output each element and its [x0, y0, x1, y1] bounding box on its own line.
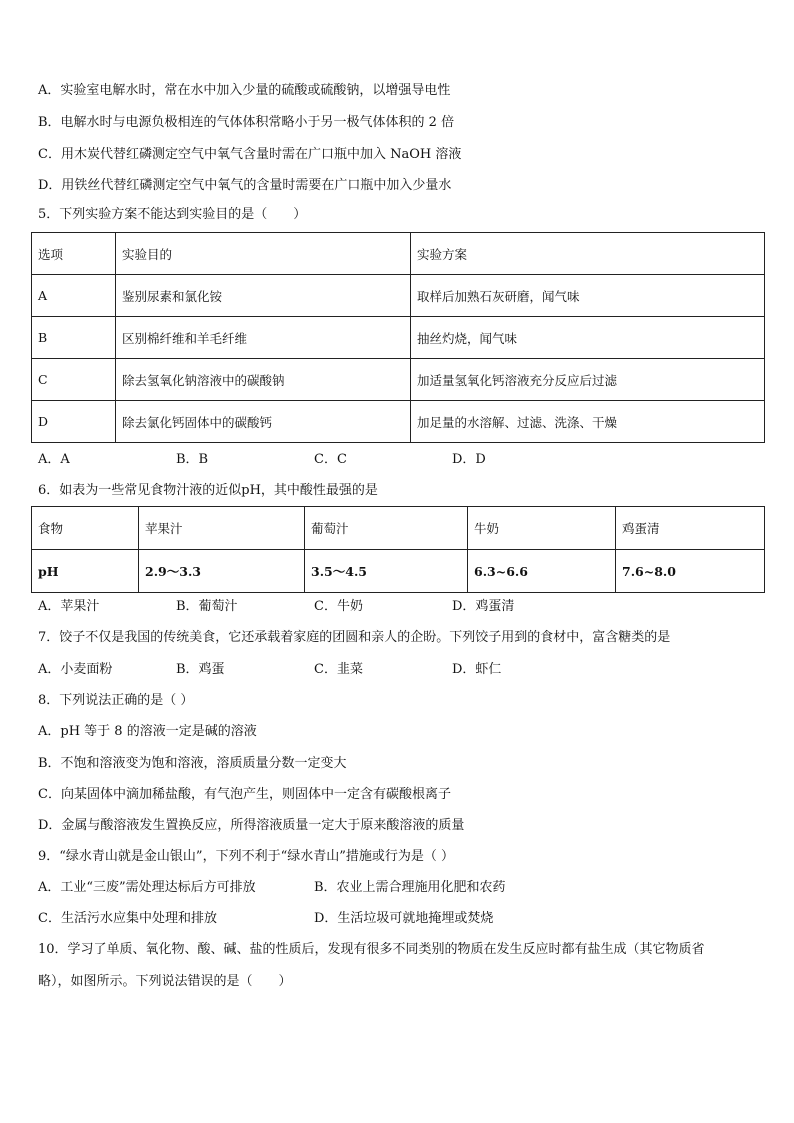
table-header-cell: 苹果汁 — [139, 507, 305, 550]
q5-option-a: A．A — [38, 452, 70, 467]
table-cell: 鉴别尿素和氯化铵 — [116, 275, 411, 317]
table-header-cell: 葡萄汁 — [305, 507, 468, 550]
q5-option-d: D．D — [452, 452, 486, 467]
table-cell: 2.9～3.3 — [139, 550, 305, 593]
q5-stem: 5．下列实验方案不能达到实验目的是（ ） — [38, 207, 307, 222]
q6-option-a: A．苹果汁 — [38, 599, 100, 614]
table-header-row — [32, 507, 765, 550]
q6-stem: 6．如表为一些常见食物汁液的近似pH，其中酸性最强的是 — [38, 483, 378, 498]
q10-stem-line1: 10．学习了单质、氧化物、酸、碱、盐的性质后，发现有很多不同类别的物质在发生反应时都有盐生成（其它物质省 — [38, 942, 705, 957]
q8-option-c: C．向某固体中滴加稀盐酸，有气泡产生，则固体中一定含有碳酸根离子 — [38, 787, 451, 802]
q10-stem-line2: 略），如图所示。下列说法错误的是（ ） — [38, 974, 292, 989]
table-row — [32, 550, 765, 593]
q7-option-c: C．韭菜 — [314, 662, 363, 677]
table-header-cell: 实验方案 — [411, 233, 765, 275]
q9-option-c: C．生活污水应集中处理和排放 — [38, 911, 217, 926]
table-cell: 除去氢氧化钠溶液中的碳酸钠 — [116, 359, 411, 401]
table-row — [32, 275, 765, 317]
table-header-cell: 选项 — [32, 233, 116, 275]
table-cell: 加足量的水溶解、过滤、洗涤、干燥 — [411, 401, 765, 443]
q4-option-d: D．用铁丝代替红磷测定空气中氧气的含量时需要在广口瓶中加入少量水 — [38, 178, 452, 193]
table-header-cell: 牛奶 — [468, 507, 616, 550]
q8-stem: 8．下列说法正确的是（ ） — [38, 693, 194, 708]
table-cell: C — [32, 359, 116, 401]
table-cell: B — [32, 317, 116, 359]
q9-option-b: B．农业上需合理施用化肥和农药 — [314, 880, 506, 895]
table-cell: 抽丝灼烧，闻气味 — [411, 317, 765, 359]
table-header-row — [32, 233, 765, 275]
table-cell: 除去氯化钙固体中的碳酸钙 — [116, 401, 411, 443]
q6-table — [31, 506, 765, 593]
q6-option-d: D．鸡蛋清 — [452, 599, 515, 614]
table-row — [32, 401, 765, 443]
q8-option-b: B．不饱和溶液变为饱和溶液，溶质质量分数一定变大 — [38, 756, 347, 771]
table-cell: 6.3~6.6 — [468, 550, 616, 593]
q5-option-c: C．C — [314, 452, 347, 467]
table-cell: 加适量氢氧化钙溶液充分反应后过滤 — [411, 359, 765, 401]
q9-stem: 9．“绿水青山就是金山银山”，下列不利于“绿水青山”措施或行为是（ ） — [38, 849, 454, 864]
table-cell: pH — [32, 550, 139, 593]
table-row — [32, 359, 765, 401]
q4-option-b: B．电解水时与电源负极相连的气体体积常略小于另一极气体体积的 2 倍 — [38, 115, 455, 130]
q6-option-b: B．葡萄汁 — [176, 599, 238, 614]
table-header-cell: 鸡蛋清 — [616, 507, 765, 550]
q7-option-b: B．鸡蛋 — [176, 662, 225, 677]
q9-option-a: A．工业“三废”需处理达标后方可排放 — [38, 880, 256, 895]
q5-table — [31, 232, 765, 443]
q9-option-d: D．生活垃圾可就地掩埋或焚烧 — [314, 911, 494, 926]
q6-option-c: C．牛奶 — [314, 599, 363, 614]
table-cell: 3.5～4.5 — [305, 550, 468, 593]
q8-option-d: D．金属与酸溶液发生置换反应，所得溶液质量一定大于原来酸溶液的质量 — [38, 818, 465, 833]
table-row — [32, 317, 765, 359]
table-cell: 区别棉纤维和羊毛纤维 — [116, 317, 411, 359]
table-cell: 7.6~8.0 — [616, 550, 765, 593]
q4-option-a: A．实验室电解水时，常在水中加入少量的硫酸或硫酸钠，以增强导电性 — [38, 83, 451, 98]
table-cell: 取样后加熟石灰研磨，闻气味 — [411, 275, 765, 317]
q8-option-a: A．pH 等于 8 的溶液一定是碱的溶液 — [38, 724, 257, 739]
q5-option-b: B．B — [176, 452, 209, 467]
q4-option-c: C．用木炭代替红磷测定空气中氧气含量时需在广口瓶中加入 NaOH 溶液 — [38, 147, 462, 162]
q7-stem: 7．饺子不仅是我国的传统美食，它还承载着家庭的团圆和亲人的企盼。下列饺子用到的食材中，富含糖类的是 — [38, 630, 671, 645]
table-cell: A — [32, 275, 116, 317]
q7-option-d: D．虾仁 — [452, 662, 502, 677]
table-header-cell: 食物 — [32, 507, 139, 550]
table-header-cell: 实验目的 — [116, 233, 411, 275]
q7-option-a: A．小麦面粉 — [38, 662, 113, 677]
table-cell: D — [32, 401, 116, 443]
